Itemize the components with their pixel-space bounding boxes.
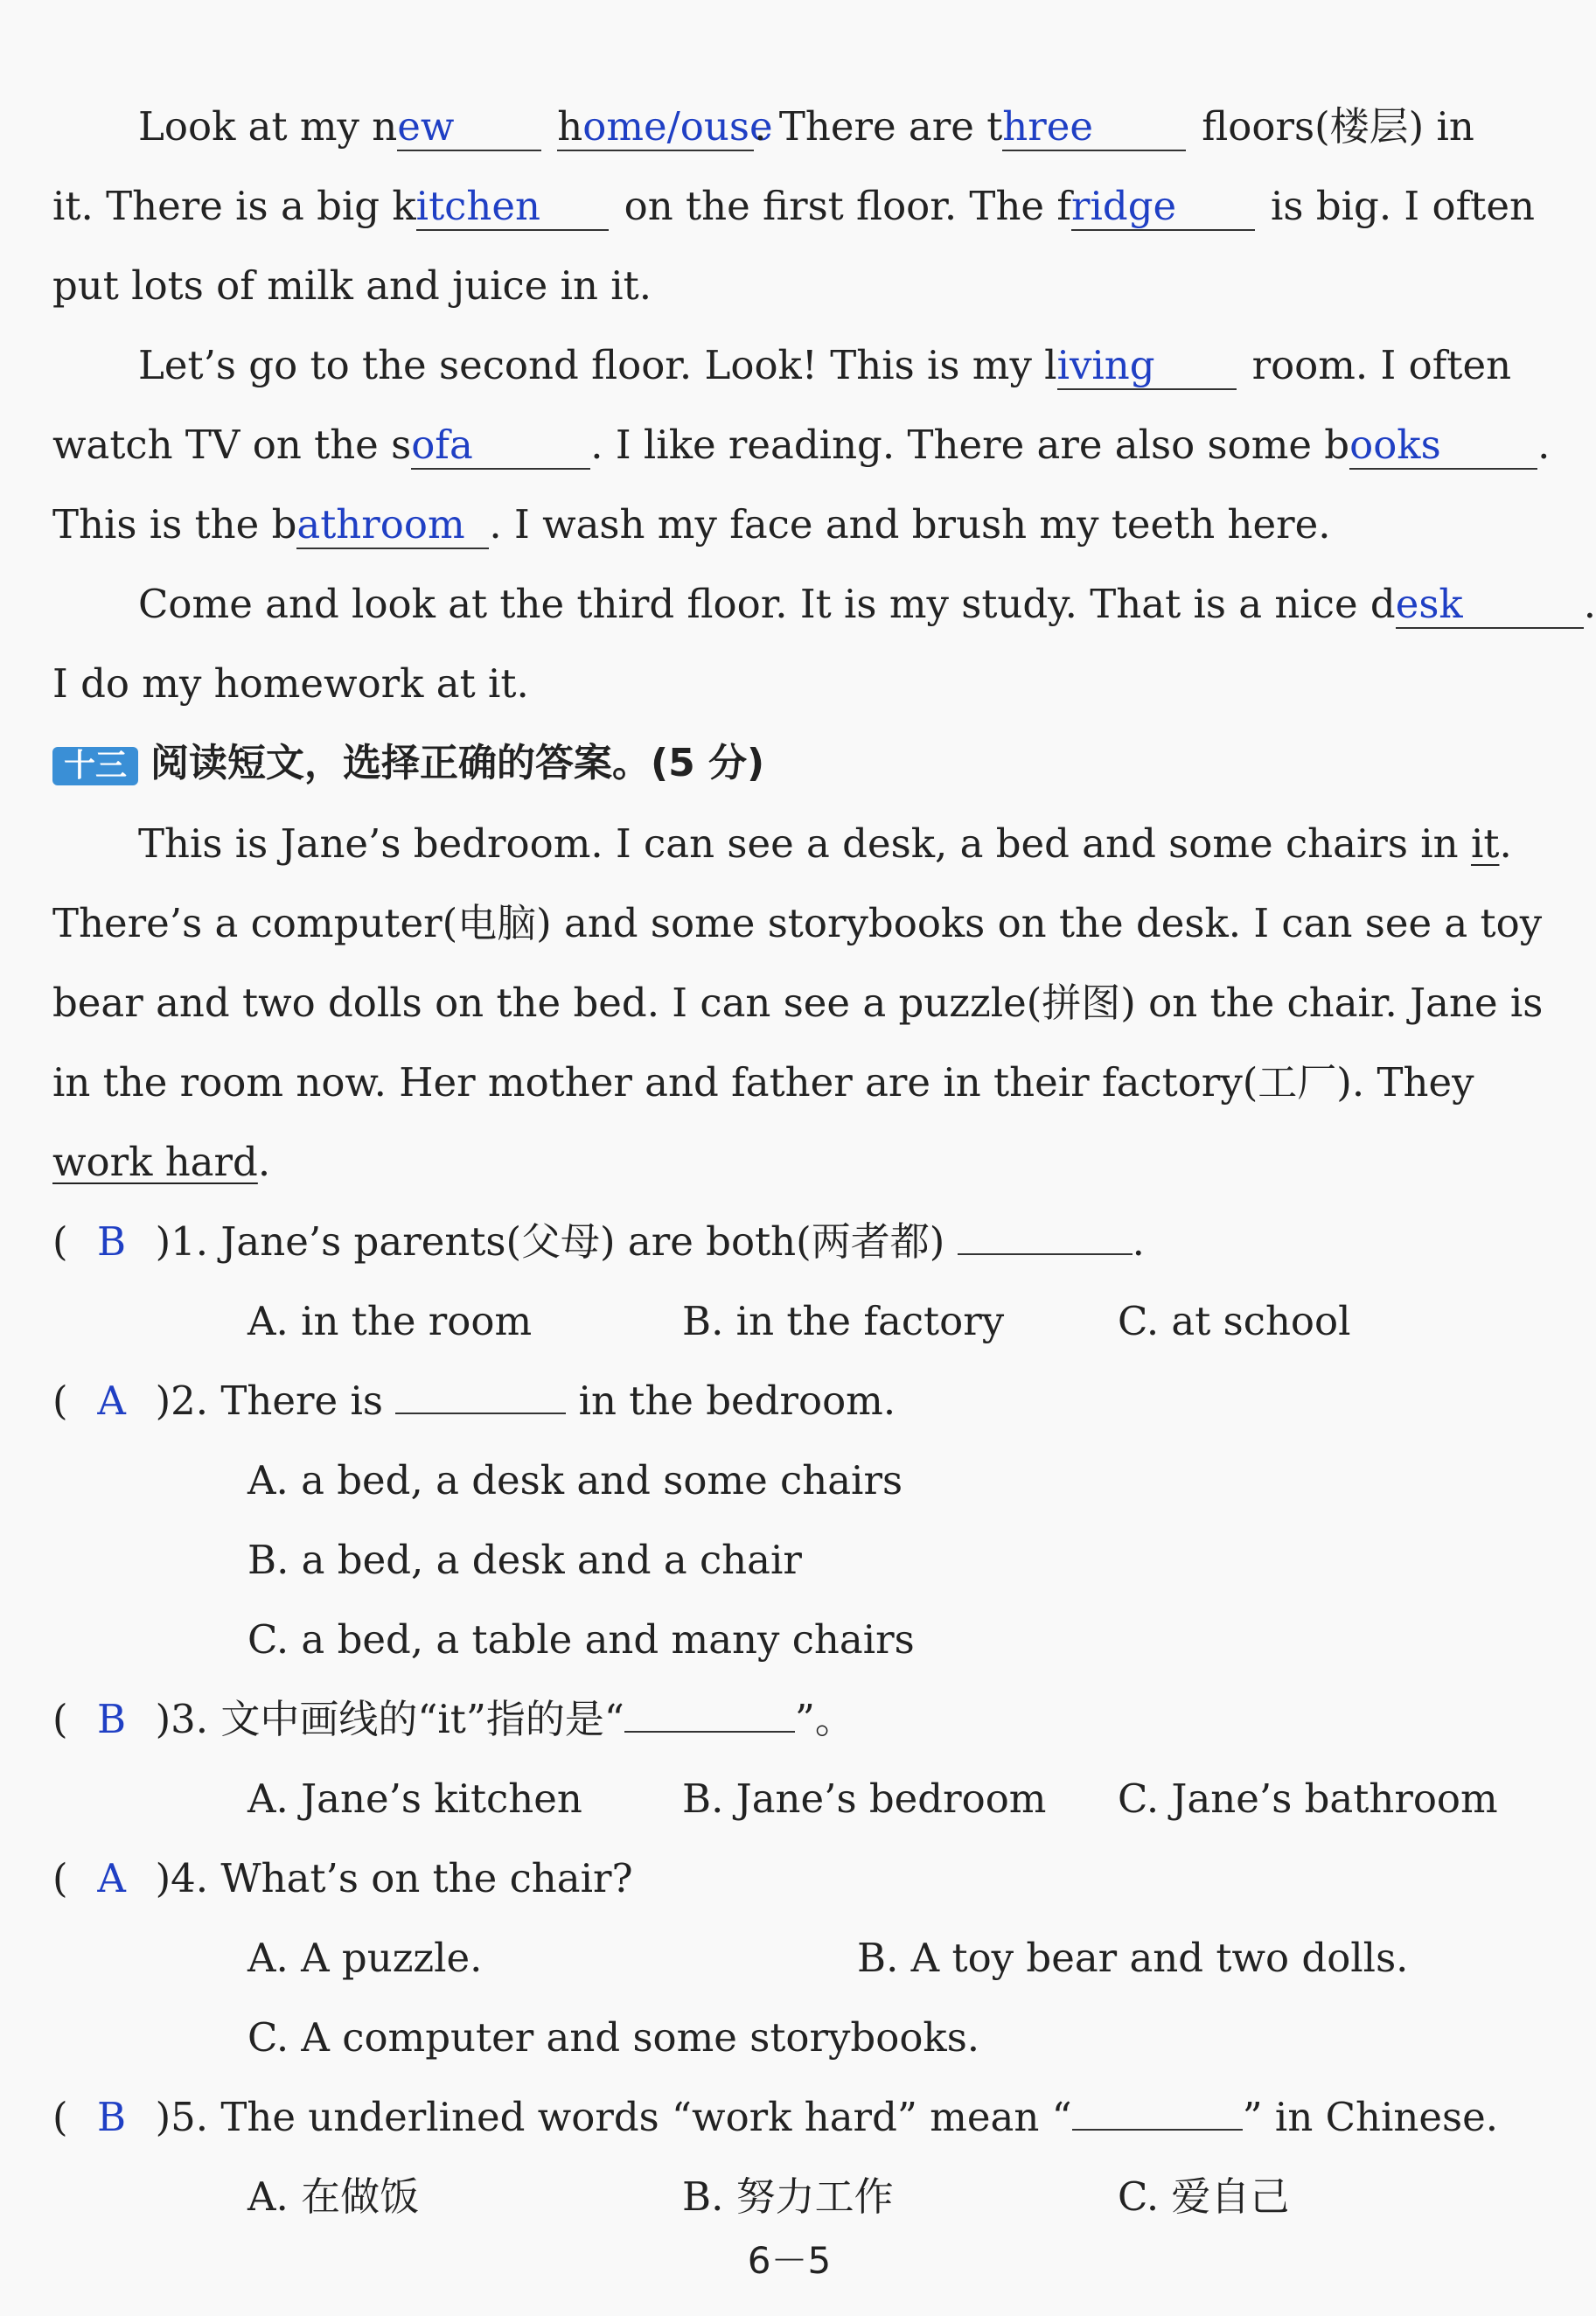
- option-a: A. in the room: [247, 1298, 533, 1344]
- passage-line: [52, 499, 1504, 551]
- section-number-badge: 十三: [52, 747, 138, 785]
- text: . There are t: [754, 103, 1003, 150]
- answer-blank: [958, 1253, 1133, 1255]
- answer-choice: B: [97, 1218, 127, 1265]
- text: ”。: [794, 1696, 854, 1742]
- underlined-work-hard: work hard: [52, 1139, 258, 1185]
- text: This is the b: [52, 501, 297, 548]
- answer-choice: B: [97, 2094, 127, 2140]
- answer-blank: [624, 1731, 795, 1733]
- text: .: [1499, 820, 1512, 867]
- text: ” in Chinese.: [1242, 2094, 1499, 2140]
- text: This is Jane’s bedroom. I can see a desk, a bed and some chairs in: [138, 820, 1471, 867]
- answer-choice: A: [97, 1855, 126, 1901]
- text: Let’s go to the second floor. Look! This is my l: [138, 342, 1057, 388]
- text: on the first floor. The f: [624, 183, 1072, 229]
- option-a: A. a bed, a desk and some chairs: [247, 1457, 903, 1503]
- option-a: A. Jane’s kitchen: [247, 1775, 582, 1822]
- passage-line: [52, 180, 1535, 233]
- filled-answer: hree: [1002, 103, 1094, 150]
- filled-answer: esk: [1395, 581, 1463, 627]
- filled-answer: ridge: [1071, 183, 1177, 229]
- page-number: 6－5: [747, 2239, 832, 2282]
- reading-line: in the room now. Her mother and father are in their factory(工厂). They: [52, 1059, 1474, 1106]
- filled-answer: ome/ouse: [582, 103, 773, 150]
- reading-line: work hard.: [52, 1139, 271, 1185]
- question-stem: Jane’s parents(父母) are both(两者都): [220, 1218, 945, 1265]
- text: it. There is a big k: [52, 183, 416, 229]
- question-number: )4.: [155, 1855, 209, 1901]
- answer-blank: [1072, 2129, 1243, 2131]
- passage-line: [138, 101, 1590, 153]
- reading-line: There’s a computer(电脑) and some storybooks on the desk. I can see a toy: [52, 900, 1543, 946]
- reading-line: bear and two dolls on the bed. I can see a puzzle(拼图) on the chair. Jane is: [52, 980, 1544, 1026]
- filled-answer: ew: [397, 103, 455, 150]
- question-stem: 文中画线的“it”指的是“: [220, 1696, 624, 1742]
- section-header: [52, 736, 1504, 790]
- reading-line: [138, 818, 1590, 870]
- filled-answer: athroom: [296, 501, 465, 548]
- text: .: [1583, 581, 1596, 627]
- question-4: ( A )4. What’s on the chair?: [52, 1852, 1504, 1905]
- option-b: B. Jane’s bedroom: [682, 1775, 1047, 1822]
- text: .: [1537, 422, 1551, 468]
- text: . I wash my face and brush my teeth here.: [489, 501, 1331, 548]
- question-1: ( B )1. Jane’s parents(父母) are both(两者都) .: [52, 1216, 1504, 1268]
- answer-blank: [395, 1413, 566, 1414]
- passage-line: I do my homework at it.: [52, 660, 529, 707]
- text: . I like reading. There are also some b: [590, 422, 1350, 468]
- text: .: [1132, 1218, 1145, 1265]
- passage-line: [52, 419, 1551, 471]
- passage-line: [138, 578, 1596, 631]
- filled-answer: iving: [1056, 342, 1155, 388]
- text: Come and look at the third floor. It is my study. That is a nice d: [138, 581, 1396, 627]
- option-c: C. a bed, a table and many chairs: [247, 1616, 915, 1663]
- question-stem: What’s on the chair?: [220, 1855, 633, 1901]
- question-number: )3.: [155, 1696, 209, 1742]
- filled-answer: ooks: [1349, 422, 1441, 468]
- option-b: B. 努力工作: [682, 2173, 894, 2220]
- question-3: ( B )3. 文中画线的“it”指的是“ ”。: [52, 1693, 1504, 1746]
- text: in the bedroom.: [578, 1378, 896, 1424]
- option-c: C. at school: [1118, 1298, 1351, 1344]
- text: watch TV on the s: [52, 422, 412, 468]
- text: floors(楼层) in: [1202, 103, 1474, 150]
- text: is big. I often: [1271, 183, 1535, 229]
- option-c: C. Jane’s bathroom: [1118, 1775, 1498, 1822]
- underlined-it: it: [1470, 820, 1500, 867]
- filled-answer: ofa: [411, 422, 473, 468]
- option-a: A. A puzzle.: [247, 1935, 483, 1981]
- question-2: ( A )2. There is in the bedroom.: [52, 1375, 1504, 1427]
- text: h: [557, 103, 583, 150]
- section-title: 阅读短文，选择正确的答案。(5 分): [150, 741, 765, 785]
- text: Look at my n: [138, 103, 398, 150]
- option-a: A. 在做饭: [247, 2173, 420, 2220]
- passage-line: put lots of milk and juice in it.: [52, 262, 652, 309]
- answer-choice: A: [97, 1378, 126, 1424]
- option-b: B. a bed, a desk and a chair: [247, 1537, 802, 1583]
- passage-line: [138, 339, 1590, 392]
- question-number: )5.: [155, 2094, 209, 2140]
- filled-answer: itchen: [415, 183, 540, 229]
- option-b: B. in the factory: [682, 1298, 1005, 1344]
- question-stem: There is: [220, 1378, 383, 1424]
- question-5: ( B )5. The underlined words “work hard” mean “ ” in Chinese.: [52, 2091, 1504, 2144]
- question-stem: The underlined words “work hard” mean “: [220, 2094, 1072, 2140]
- text: room. I often: [1251, 342, 1512, 388]
- option-b: B. A toy bear and two dolls.: [857, 1935, 1409, 1981]
- option-c: C. 爱自己: [1118, 2173, 1290, 2220]
- answer-choice: B: [97, 1696, 127, 1742]
- question-number: )1.: [155, 1218, 209, 1265]
- question-number: )2.: [155, 1378, 209, 1424]
- option-c: C. A computer and some storybooks.: [247, 2014, 980, 2061]
